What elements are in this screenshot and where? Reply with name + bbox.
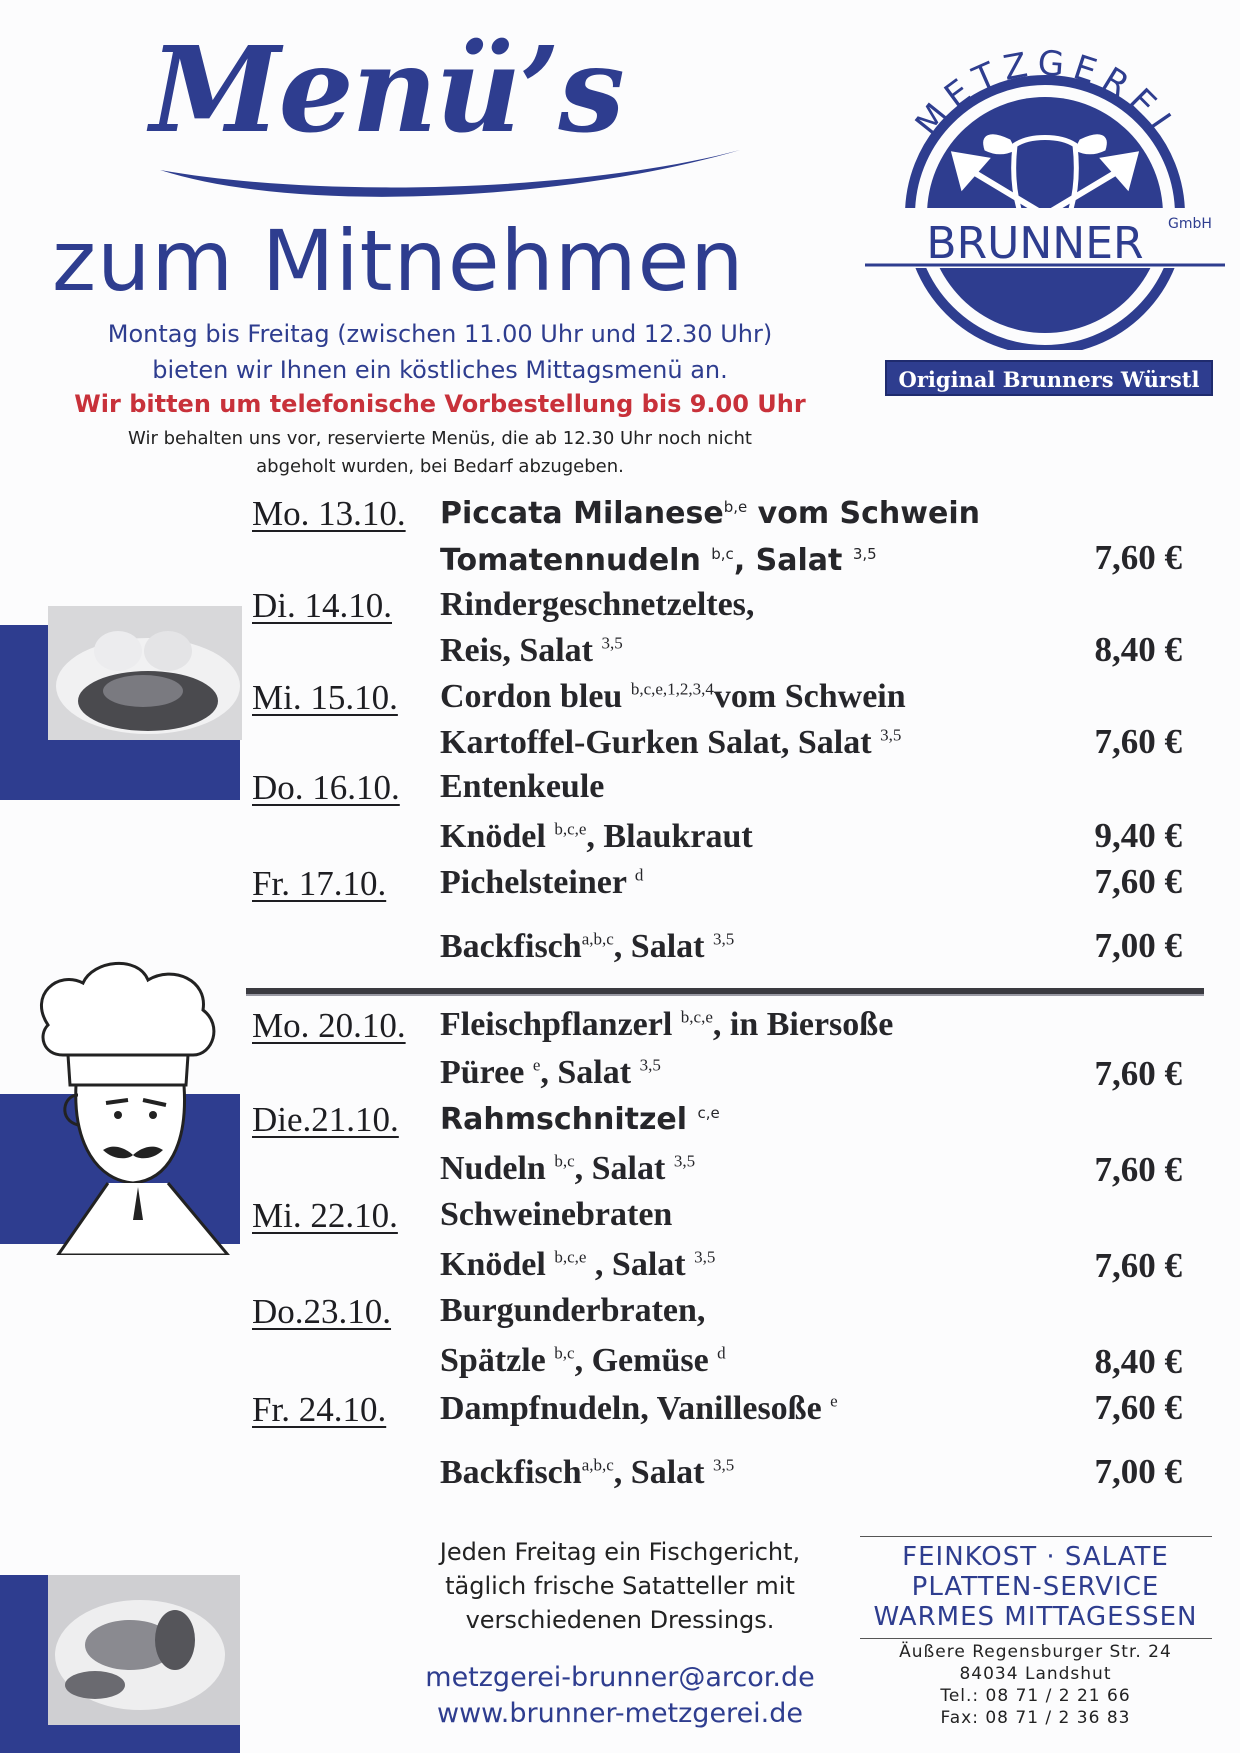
menu-price: 7,60 €: [1094, 1246, 1182, 1285]
page-subtitle: zum Mitnehmen: [52, 212, 745, 310]
menu-day: Mi. 15.10.: [252, 678, 398, 717]
menu-dish: Entenkeule: [440, 768, 605, 805]
menu-day: Mo. 20.10.: [252, 1006, 406, 1045]
menu-price: 8,40 €: [1094, 630, 1182, 669]
page-title: Menü’s: [150, 20, 623, 159]
salad-note: täglich frische Satatteller mit: [445, 1572, 795, 1600]
menu-side: Spätzle $^{b,c}$, Gemüse $^d$: [440, 1342, 726, 1379]
logo-suffix: GmbH: [1168, 216, 1212, 232]
menu-dish: Pichelsteiner $^d$: [440, 864, 644, 901]
menu-price: 7,60 €: [1094, 862, 1182, 901]
services-bottom-rule: [860, 1638, 1212, 1639]
intro-line: Montag bis Freitag (zwischen 11.00 Uhr und 12.30 Uhr): [107, 320, 773, 348]
menu-dish: Dampfnudeln, Vanillesoße $^e$: [440, 1390, 838, 1427]
menu-day: Fr. 17.10.: [252, 864, 387, 903]
preorder-notice: Wir bitten um telefonische Vorbestellung bis 9.00 Uhr: [74, 390, 806, 418]
menu-day: Mi. 22.10.: [252, 1196, 398, 1235]
menu-day: Fr. 24.10.: [252, 1390, 387, 1429]
menu-dish: Burgunderbraten,: [440, 1292, 706, 1329]
title-swoosh: [150, 130, 750, 210]
website-link[interactable]: www.brunner-metzgerei.de: [436, 1698, 804, 1729]
menu-day: Do.23.10.: [252, 1292, 392, 1331]
menu-side: Knödel $^{b,c,e}$ , Salat $^{3,5}$: [440, 1246, 716, 1283]
fish-photo: [0, 1575, 240, 1753]
menu-price: 7,60 €: [1094, 538, 1182, 577]
fax-number: Fax: 08 71 / 2 36 83: [940, 1708, 1131, 1728]
address-city: 84034 Landshut: [959, 1664, 1112, 1684]
menu-side: Knödel $^{b,c,e}$, Blaukraut: [440, 818, 753, 855]
menu-dish: Cordon bleu $^{b,c,e,1,2,3,4}$vom Schwein: [440, 678, 906, 715]
menu-side: Püree $^e$, Salat $^{3,5}$: [440, 1054, 661, 1091]
menu-price: 8,40 €: [1094, 1342, 1182, 1381]
menu-dish: Rindergeschnetzeltes,: [440, 586, 755, 623]
metzgerei-brunner-logo: [860, 30, 1230, 350]
menu-dish: Fleischpflanzerl $^{b,c,e}$, in Biersoße: [440, 1006, 894, 1043]
logo-arc-text: METZGEREI: [907, 43, 1183, 144]
service-line: FEINKOST · SALATE: [902, 1542, 1169, 1572]
menu-day: Do. 16.10.: [252, 768, 400, 807]
phone-number: Tel.: 08 71 / 2 21 66: [940, 1686, 1131, 1706]
menu-dish: Rahmschnitzel $^{c,e}$: [440, 1102, 720, 1137]
menu-price: 7,60 €: [1094, 1054, 1182, 1093]
menu-price: 7,00 €: [1094, 926, 1182, 965]
menu-side: Tomatennudeln $^{b,c}$, Salat $^{3,5}$: [440, 543, 877, 578]
chef-illustration: [18, 955, 243, 1255]
address-street: Äußere Regensburger Str. 24: [899, 1642, 1172, 1662]
menu-side: Reis, Salat $^{3,5}$: [440, 632, 623, 669]
service-line: WARMES MITTAGESSEN: [873, 1602, 1198, 1632]
menu-dish: Schweinebraten: [440, 1196, 673, 1233]
menu-price: 7,60 €: [1094, 1150, 1182, 1189]
reservation-note: abgeholt wurden, bei Bedarf abzugeben.: [256, 456, 624, 477]
fish-friday-note: Jeden Freitag ein Fischgericht,: [439, 1538, 801, 1566]
menu-price: 7,60 €: [1094, 722, 1182, 761]
menu-day: Di. 14.10.: [252, 586, 392, 625]
menu-side: Kartoffel-Gurken Salat, Salat $^{3,5}$: [440, 724, 902, 761]
food-photo: [48, 606, 242, 740]
menu-day: Die.21.10.: [252, 1100, 399, 1139]
menu-dish: Piccata Milanese$^{b,e}$ vom Schwein: [440, 496, 980, 531]
menu-price: 9,40 €: [1094, 816, 1182, 855]
services-top-rule: [860, 1536, 1212, 1537]
menu-day: Mo. 13.10.: [252, 494, 406, 533]
logo-name: BRUNNER: [926, 218, 1144, 269]
menu-dish: Backfisch$^{a,b,c}$, Salat $^{3,5}$: [440, 928, 735, 965]
email-link[interactable]: metzgerei-brunner@arcor.de: [425, 1662, 815, 1693]
menu-dish: Backfisch$^{a,b,c}$, Salat $^{3,5}$: [440, 1454, 735, 1491]
intro-line: bieten wir Ihnen ein köstliches Mittagsmenü an.: [152, 356, 728, 384]
menu-price: 7,60 €: [1094, 1388, 1182, 1427]
menu-side: Nudeln $^{b,c}$, Salat $^{3,5}$: [440, 1150, 696, 1187]
week-separator: [246, 988, 1204, 996]
original-wuerstl-banner: Original Brunners Würstl: [885, 360, 1213, 396]
service-line: PLATTEN-SERVICE: [911, 1572, 1160, 1602]
menu-price: 7,00 €: [1094, 1452, 1182, 1491]
dressing-note: verschiedenen Dressings.: [465, 1606, 775, 1634]
reservation-note: Wir behalten uns vor, reservierte Menüs, die ab 12.30 Uhr noch nicht: [128, 428, 752, 449]
